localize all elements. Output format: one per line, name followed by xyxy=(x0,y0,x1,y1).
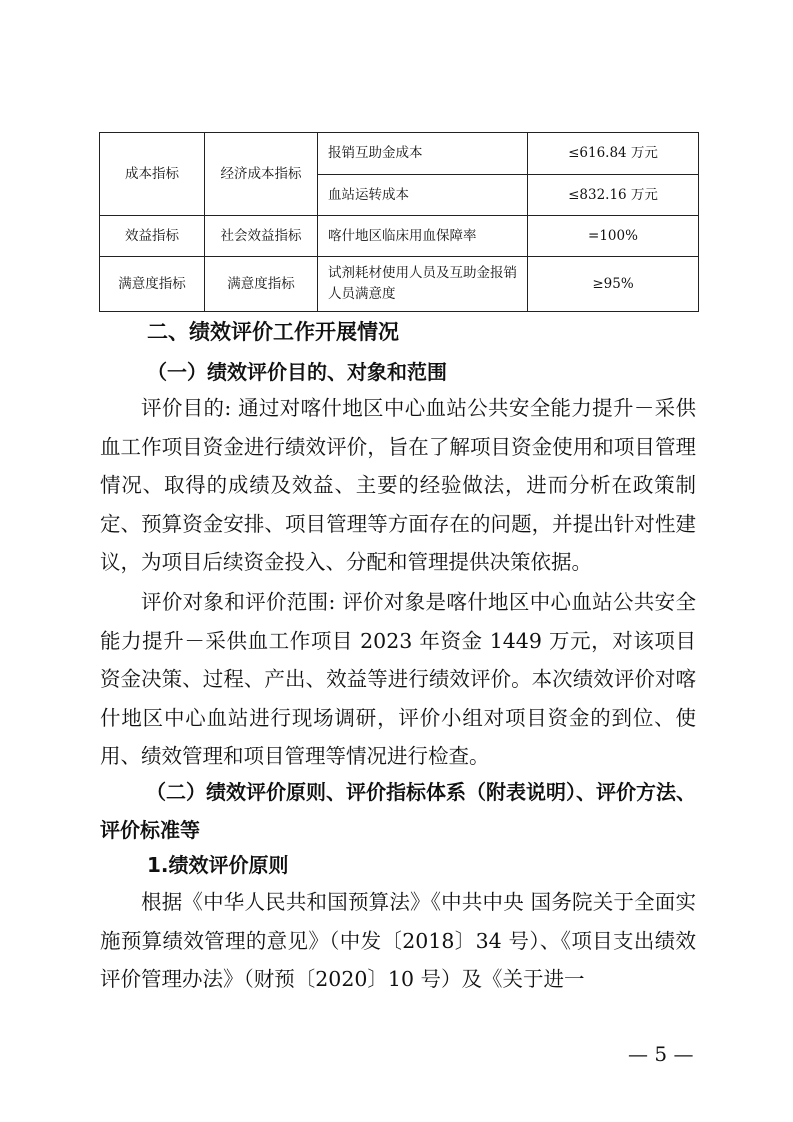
table-row xyxy=(100,133,699,175)
subsection-heading: （一）绩效评价目的、对象和范围 xyxy=(147,360,447,384)
table-cell-category: 满意度指标 xyxy=(100,257,205,312)
subsection-heading xyxy=(100,773,700,849)
table-cell-subcategory: 满意度指标 xyxy=(205,257,318,312)
table-cell-value: =100% xyxy=(528,216,699,257)
subsection-heading-text: （二）绩效评价原则、评价指标体系（附表说明）、评价方法、评价标准等 xyxy=(100,780,696,842)
paragraph-evaluation-purpose xyxy=(100,389,696,582)
table-cell-subcategory: 社会效益指标 xyxy=(205,216,318,257)
table-cell-value: ≥95% xyxy=(528,257,699,312)
paragraph-evaluation-principles xyxy=(100,883,696,999)
table-cell-indicator: 喀什地区临床用血保障率 xyxy=(318,216,528,257)
page-number: — 5 — xyxy=(628,1042,694,1066)
section-heading: 二、绩效评价工作开展情况 xyxy=(147,320,399,344)
table-cell-category: 效益指标 xyxy=(100,216,205,257)
table-cell-indicator: 血站运转成本 xyxy=(318,175,528,216)
table-cell-indicator: 报销互助金成本 xyxy=(318,133,528,175)
table-row xyxy=(100,216,699,257)
table-cell-indicator: 试剂耗材使用人员及互助金报销人员满意度 xyxy=(318,257,528,312)
paragraph-text: 根据《中华人民共和国预算法》《中共中央 国务院关于全面实施预算绩效管理的意见》（中发〔2018〕34 号）、《项目支出绩效评价管理办法》（财预〔2020〕10 号）及《关于进一 xyxy=(100,890,696,991)
indicator-table xyxy=(99,132,699,312)
table-cell-value: ≤616.84 万元 xyxy=(528,133,699,175)
table-cell-subcategory: 经济成本指标 xyxy=(205,133,318,216)
table-cell-category: 成本指标 xyxy=(100,133,205,216)
table-row xyxy=(100,257,699,312)
paragraph-text: 评价对象和评价范围: 评价对象是喀什地区中心血站公共安全能力提升－采供血工作项目 2023 年资金 1449 万元，对该项目资金决策、过程、产出、效益等进行绩效评价。本次绩效评价对喀什地区中心血站进行现场调研，评价小组对项目资金的到位、使用、绩效管理和项目管理等情况进行检查。 xyxy=(100,590,696,768)
paragraph-evaluation-scope xyxy=(100,583,696,776)
item-heading: 1.绩效评价原则 xyxy=(147,853,289,877)
table-cell-value: ≤832.16 万元 xyxy=(528,175,699,216)
paragraph-text: 评价目的: 通过对喀什地区中心血站公共安全能力提升－采供血工作项目资金进行绩效评价，旨在了解项目资金使用和项目管理情况、取得的成绩及效益、主要的经验做法，进而分析在政策制定、预算资金安排、项目管理等方面存在的问题，并提出针对性建议，为项目后续资金投入、分配和管理提供决策依据。 xyxy=(100,396,696,574)
